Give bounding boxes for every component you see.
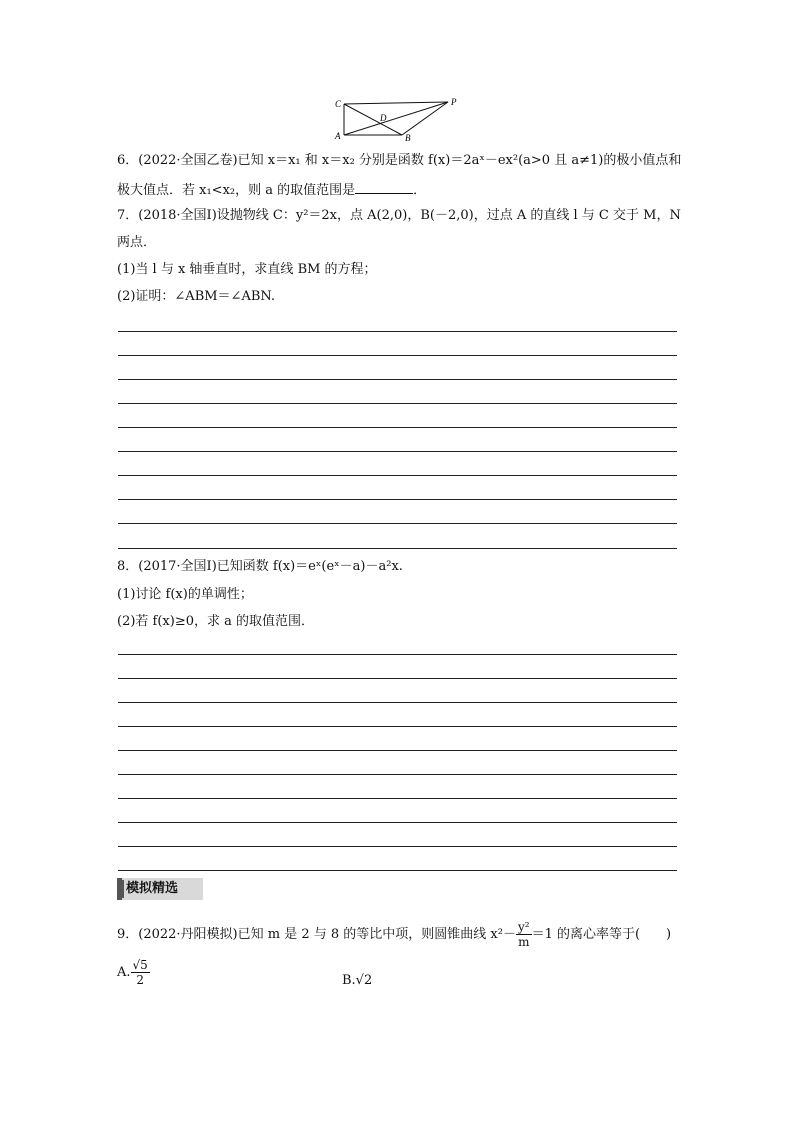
answer-line: [118, 523, 677, 524]
option-a[interactable]: [117, 958, 150, 988]
answer-line: [118, 726, 677, 727]
q9-frac-num: y²: [517, 920, 530, 934]
q7-part2: (2)证明：∠ABM＝∠ABN.: [117, 289, 276, 304]
q7-line1: 7．(2018·全国Ⅰ)设抛物线 C：y²＝2x，点 A(2,0)，B(－2,0)，过点 A 的直线 l 与 C 交于 M，N: [117, 208, 681, 223]
q9-fraction: [516, 920, 532, 949]
option-a-fraction: [131, 958, 150, 987]
q6-line2-text: 极大值点．若 x₁<x₂，则 a 的取值范围是: [117, 183, 356, 198]
label-D: D: [380, 113, 387, 123]
answer-line: [118, 427, 677, 428]
answer-line: [118, 654, 677, 655]
q9-text-post: ＝1 的离心率等于( ): [531, 927, 672, 942]
answer-line: [118, 702, 677, 703]
option-a-den: 2: [136, 973, 144, 987]
answer-line: [118, 822, 677, 823]
answer-line: [118, 798, 677, 799]
answer-line: [118, 403, 677, 404]
q8-part1: (1)讨论 f(x)的单调性；: [117, 587, 253, 602]
answer-blank[interactable]: [355, 180, 413, 194]
q6-line1: 6．(2022·全国乙卷)已知 x＝x₁ 和 x＝x₂ 分别是函数 f(x)＝2aˣ－ex²(a>0 且 a≠1)的极小值点和: [117, 153, 682, 168]
answer-line: [118, 475, 677, 476]
label-P: P: [451, 97, 457, 107]
answer-line: [118, 774, 677, 775]
section-header: [117, 878, 203, 900]
option-a-label: A.: [117, 965, 131, 980]
answer-line: [118, 499, 677, 500]
label-A: A: [335, 131, 341, 141]
section-title: 模拟精选: [126, 881, 179, 896]
q9-text-pre: 9．(2022·丹阳模拟)已知 m 是 2 与 8 的等比中项，则圆锥曲线 x²－: [117, 927, 516, 942]
q7-part1: (1)当 l 与 x 轴垂直时，求直线 BM 的方程；: [117, 262, 377, 277]
answer-line: [118, 870, 677, 871]
answer-line: [118, 451, 677, 452]
q8-part2: (2)若 f(x)≥0，求 a 的取值范围．: [117, 614, 315, 629]
label-B: B: [405, 133, 411, 143]
q9-frac-den: m: [518, 935, 530, 949]
answer-line: [118, 355, 677, 356]
answer-line: [118, 379, 677, 380]
q6-line2-end: ．: [413, 183, 427, 198]
label-C: C: [335, 99, 342, 109]
option-b[interactable]: B.√2: [342, 973, 373, 988]
q7-line2: 两点．: [117, 235, 157, 250]
q9-line: [117, 920, 671, 950]
section-marker: [122, 880, 124, 898]
q6-line2: [117, 180, 426, 200]
geometry-figure: [330, 95, 465, 145]
answer-line: [118, 750, 677, 751]
answer-line: [118, 548, 677, 549]
answer-line: [118, 331, 677, 332]
q8-line1: 8．(2017·全国Ⅰ)已知函数 f(x)＝eˣ(eˣ－a)－a²x.: [117, 559, 403, 574]
answer-line: [118, 846, 677, 847]
option-a-num: √5: [132, 958, 148, 972]
answer-line: [118, 678, 677, 679]
